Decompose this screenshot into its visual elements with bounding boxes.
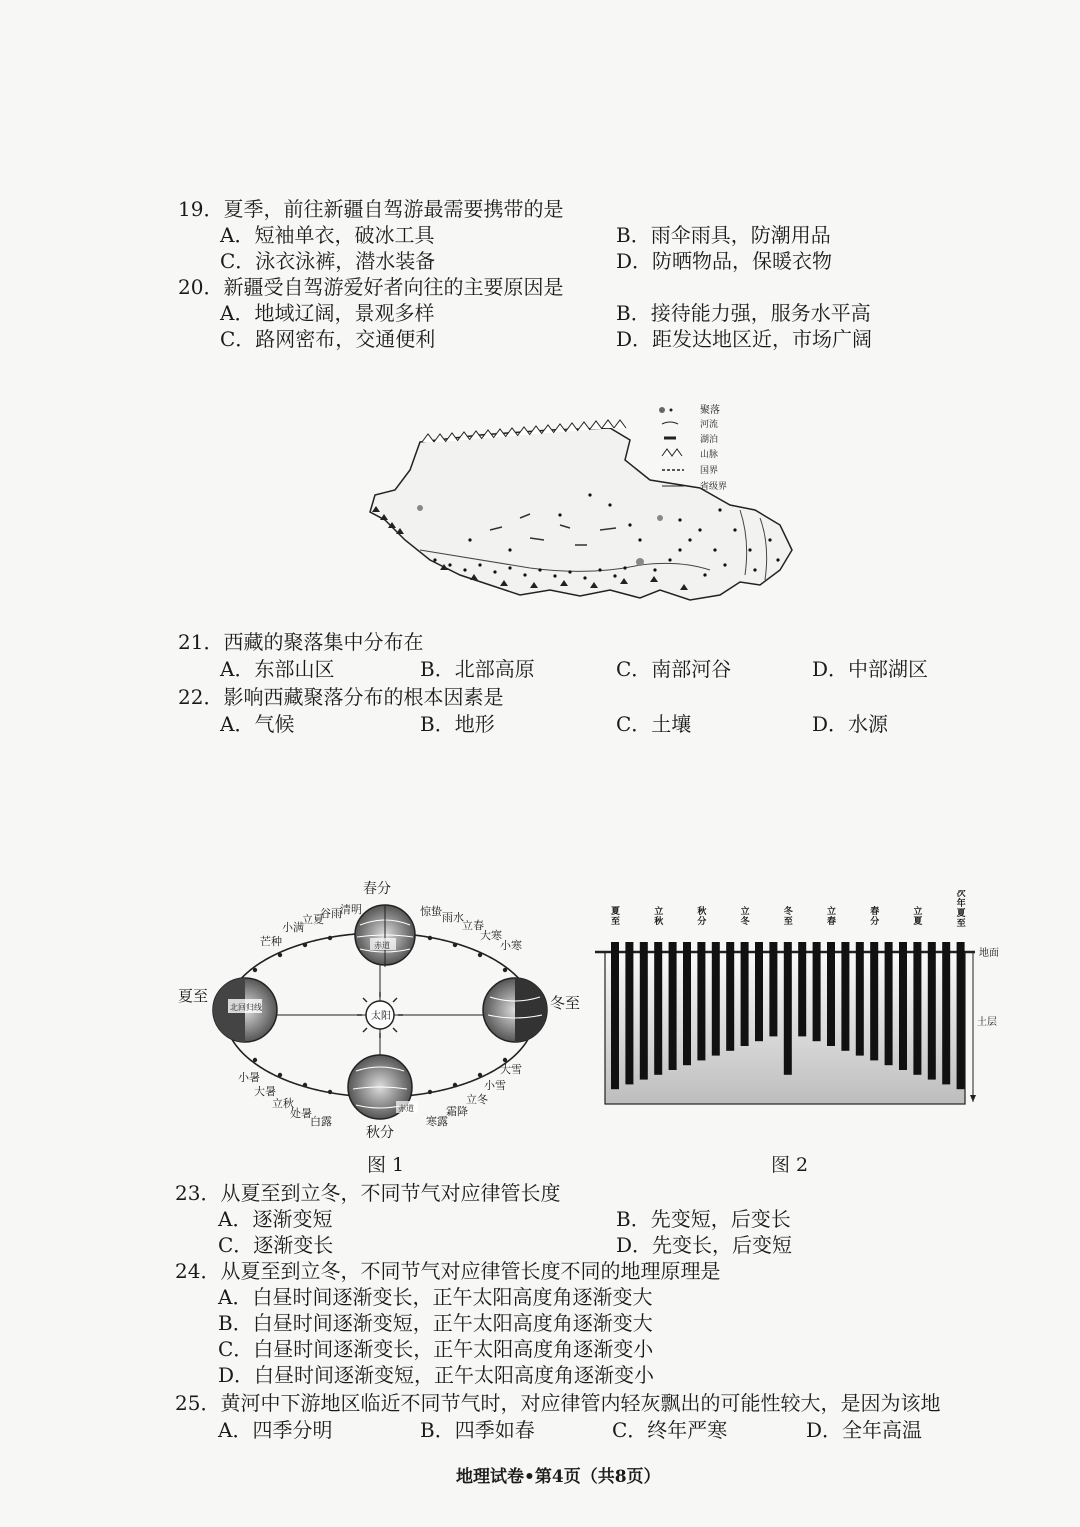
svg-text:小寒: 小寒	[500, 939, 522, 952]
term-label-char: 春	[870, 907, 880, 917]
pipe-bar	[611, 942, 619, 1089]
q24-option-b: B．白昼时间逐渐变短，正午太阳高度角逐渐变大	[218, 1311, 653, 1335]
pipe-bar	[697, 942, 705, 1060]
label-spring-equinox: 春分	[363, 881, 391, 897]
svg-text:太阳: 太阳	[371, 1011, 391, 1022]
pipe-bar	[669, 942, 677, 1070]
label-soil: 土层	[977, 1017, 997, 1028]
q20-option-c: C．路网密布，交通便利	[220, 327, 436, 351]
term-label-char: 秋	[654, 917, 664, 927]
page-footer: 地理试卷•第4页（共8页）	[456, 1467, 661, 1487]
term-label-char: 立	[827, 907, 837, 917]
pipe-bar	[755, 942, 763, 1041]
svg-text:立春: 立春	[462, 919, 484, 932]
q24-option-d: D．白昼时间逐渐变短，正午太阳高度角逐渐变小	[218, 1363, 655, 1387]
svg-text:清明: 清明	[340, 903, 362, 916]
svg-text:立冬: 立冬	[466, 1093, 488, 1106]
pipe-bar	[769, 942, 777, 1036]
legend-mountain-icon	[662, 449, 682, 456]
legend-river-icon	[662, 422, 678, 424]
svg-text:雨水: 雨水	[442, 911, 464, 924]
svg-text:立夏: 立夏	[302, 913, 324, 926]
q20-option-d: D．距发达地区近，市场广阔	[616, 327, 873, 351]
term-label-char: 冬	[783, 907, 793, 917]
pipe-bar	[827, 942, 835, 1046]
term-label-char: 至	[611, 917, 621, 927]
q21-option-b: B．北部高原	[420, 657, 535, 681]
q19-option-b: B．雨伞雨具，防潮用品	[616, 223, 831, 247]
q25-option-a: A．四季分明	[218, 1418, 333, 1442]
pipe-bar	[625, 942, 633, 1084]
figure1-earth-orbit	[170, 875, 590, 1145]
term-label-char: 分	[870, 917, 880, 927]
q19-option-c: C．泳衣泳裤，潜水装备	[220, 249, 436, 273]
spring-equinox-globe	[355, 905, 415, 967]
term-label-char: 分	[697, 917, 707, 927]
pipe-bar	[870, 942, 878, 1060]
pipe-bar	[942, 942, 950, 1084]
pipe-bar	[741, 942, 749, 1046]
pipe-bar	[712, 942, 720, 1056]
q22-option-a: A．气候	[220, 712, 295, 736]
pipe-bar	[957, 942, 965, 1089]
autumn-equinox-globe	[348, 1055, 418, 1119]
q24-option-a: A．白昼时间逐渐变长，正午太阳高度角逐渐变大	[218, 1285, 653, 1309]
q21-option-d: D．中部湖区	[812, 657, 929, 681]
term-labels-bottom-left	[238, 1070, 332, 1128]
figure2-pipe-lengths	[595, 890, 1015, 1115]
figure2-caption: 图 2	[771, 1154, 809, 1176]
figure1-caption: 图 1	[367, 1154, 405, 1176]
term-label-char: 至	[783, 917, 793, 927]
q23-option-c: C．逐渐变长	[218, 1233, 334, 1257]
pipe-bar	[841, 942, 849, 1051]
q23-option-d: D．先变长，后变短	[616, 1233, 793, 1257]
q20-option-b: B．接待能力强，服务水平高	[616, 301, 871, 325]
term-label-char: 夏	[913, 917, 923, 927]
map-legend	[659, 403, 727, 492]
term-labels-bottom-right	[426, 1062, 522, 1128]
q22-stem: 22．影响西藏聚落分布的根本因素是	[178, 685, 504, 709]
pipe-bar	[813, 942, 821, 1041]
label-ground: 地面	[979, 948, 999, 959]
svg-text:小雪: 小雪	[484, 1079, 506, 1092]
svg-text:寒露: 寒露	[426, 1115, 448, 1128]
legend-settlement: 聚落	[700, 405, 720, 416]
term-label-char: 夏	[611, 907, 621, 917]
pipe-bar	[654, 942, 662, 1075]
winter-solstice-globe	[483, 978, 547, 1042]
q22-option-b: B．地形	[420, 712, 495, 736]
legend-national-border: 国界	[700, 466, 719, 476]
legend-settlement-icon	[659, 407, 665, 413]
tibet-outline	[370, 428, 792, 600]
term-label-char: 立	[740, 907, 750, 917]
q22-option-d: D．水源	[812, 712, 889, 736]
term-label-char: 次	[956, 890, 966, 899]
term-label-char: 秋	[697, 907, 707, 917]
svg-text:谷雨: 谷雨	[320, 907, 342, 920]
q20-option-a: A．地域辽阔，景观多样	[220, 301, 435, 325]
svg-text:惊蛰: 惊蛰	[420, 905, 442, 918]
solar-term-top-labels	[611, 890, 966, 929]
q24-option-c: C．白昼时间逐渐变长，正午太阳高度角逐渐变小	[218, 1337, 654, 1361]
legend-river: 河流	[700, 420, 719, 430]
q22-option-c: C．土壤	[616, 712, 692, 736]
pipe-bar	[928, 942, 936, 1080]
legend-provincial-border: 省级界	[700, 482, 728, 492]
svg-text:赤道: 赤道	[398, 1104, 414, 1113]
svg-text:大雪: 大雪	[500, 1063, 522, 1076]
svg-text:北回归线: 北回归线	[230, 1003, 262, 1012]
pipe-bar	[798, 942, 806, 1036]
label-autumn-equinox: 秋分	[366, 1125, 394, 1141]
q25-option-c: C．终年严寒	[612, 1418, 728, 1442]
term-label-char: 立	[654, 907, 664, 917]
term-label-char: 夏	[956, 909, 966, 919]
q25-option-b: B．四季如春	[420, 1418, 535, 1442]
pipe-bar	[913, 942, 921, 1075]
q21-stem: 21．西藏的聚落集中分布在	[178, 630, 424, 654]
svg-text:大寒: 大寒	[480, 929, 502, 942]
pipe-bar	[899, 942, 907, 1070]
svg-text:小暑: 小暑	[238, 1071, 260, 1084]
q23-stem: 23．从夏至到立冬，不同节气对应律管长度	[175, 1181, 561, 1205]
svg-text:白露: 白露	[310, 1115, 332, 1128]
q24-stem: 24．从夏至到立冬，不同节气对应律管长度不同的地理原理是	[175, 1259, 721, 1283]
term-label-char: 冬	[740, 917, 750, 927]
q21-option-a: A．东部山区	[220, 657, 335, 681]
q25-option-d: D．全年高温	[806, 1418, 923, 1442]
pipe-bar	[784, 942, 792, 1075]
svg-text:霜降: 霜降	[446, 1105, 468, 1118]
svg-text:赤道: 赤道	[374, 941, 390, 950]
legend-mountain: 山脉	[700, 450, 719, 460]
pipe-bar	[640, 942, 648, 1080]
q19-option-d: D．防晒物品，保暖衣物	[616, 249, 833, 273]
svg-text:芒种: 芒种	[260, 935, 282, 948]
pipe-bar	[683, 942, 691, 1065]
term-label-char: 立	[913, 907, 923, 917]
svg-text:处暑: 处暑	[290, 1107, 312, 1120]
pipe-bar	[885, 942, 893, 1065]
q19-option-a: A．短袖单衣，破冰工具	[220, 223, 435, 247]
term-label-char: 春	[827, 917, 837, 927]
term-labels-top-right	[420, 904, 522, 952]
label-winter-solstice: 冬至	[550, 994, 581, 1012]
svg-text:小满: 小满	[282, 921, 304, 934]
svg-text:大暑: 大暑	[254, 1085, 276, 1098]
q19-stem: 19．夏季，前往新疆自驾游最需要携带的是	[178, 197, 564, 221]
q25-stem: 25．黄河中下游地区临近不同节气时，对应律管内轻灰飘出的可能性较大，是因为该地	[175, 1391, 941, 1415]
tibet-settlement-map	[360, 400, 800, 610]
q23-option-b: B．先变短，后变长	[616, 1207, 791, 1231]
q23-option-a: A．逐渐变短	[218, 1207, 333, 1231]
pipe-bar	[856, 942, 864, 1056]
summer-solstice-globe	[213, 978, 277, 1042]
term-label-char: 年	[956, 899, 966, 909]
pipe-bar	[726, 942, 734, 1051]
svg-text:立秋: 立秋	[272, 1097, 294, 1110]
legend-lake: 湖泊	[700, 435, 719, 445]
q21-option-c: C．南部河谷	[616, 657, 732, 681]
q20-stem: 20．新疆受自驾游爱好者向往的主要原因是	[178, 275, 564, 299]
label-summer-solstice: 夏至	[178, 987, 209, 1005]
term-label-char: 至	[956, 919, 966, 929]
